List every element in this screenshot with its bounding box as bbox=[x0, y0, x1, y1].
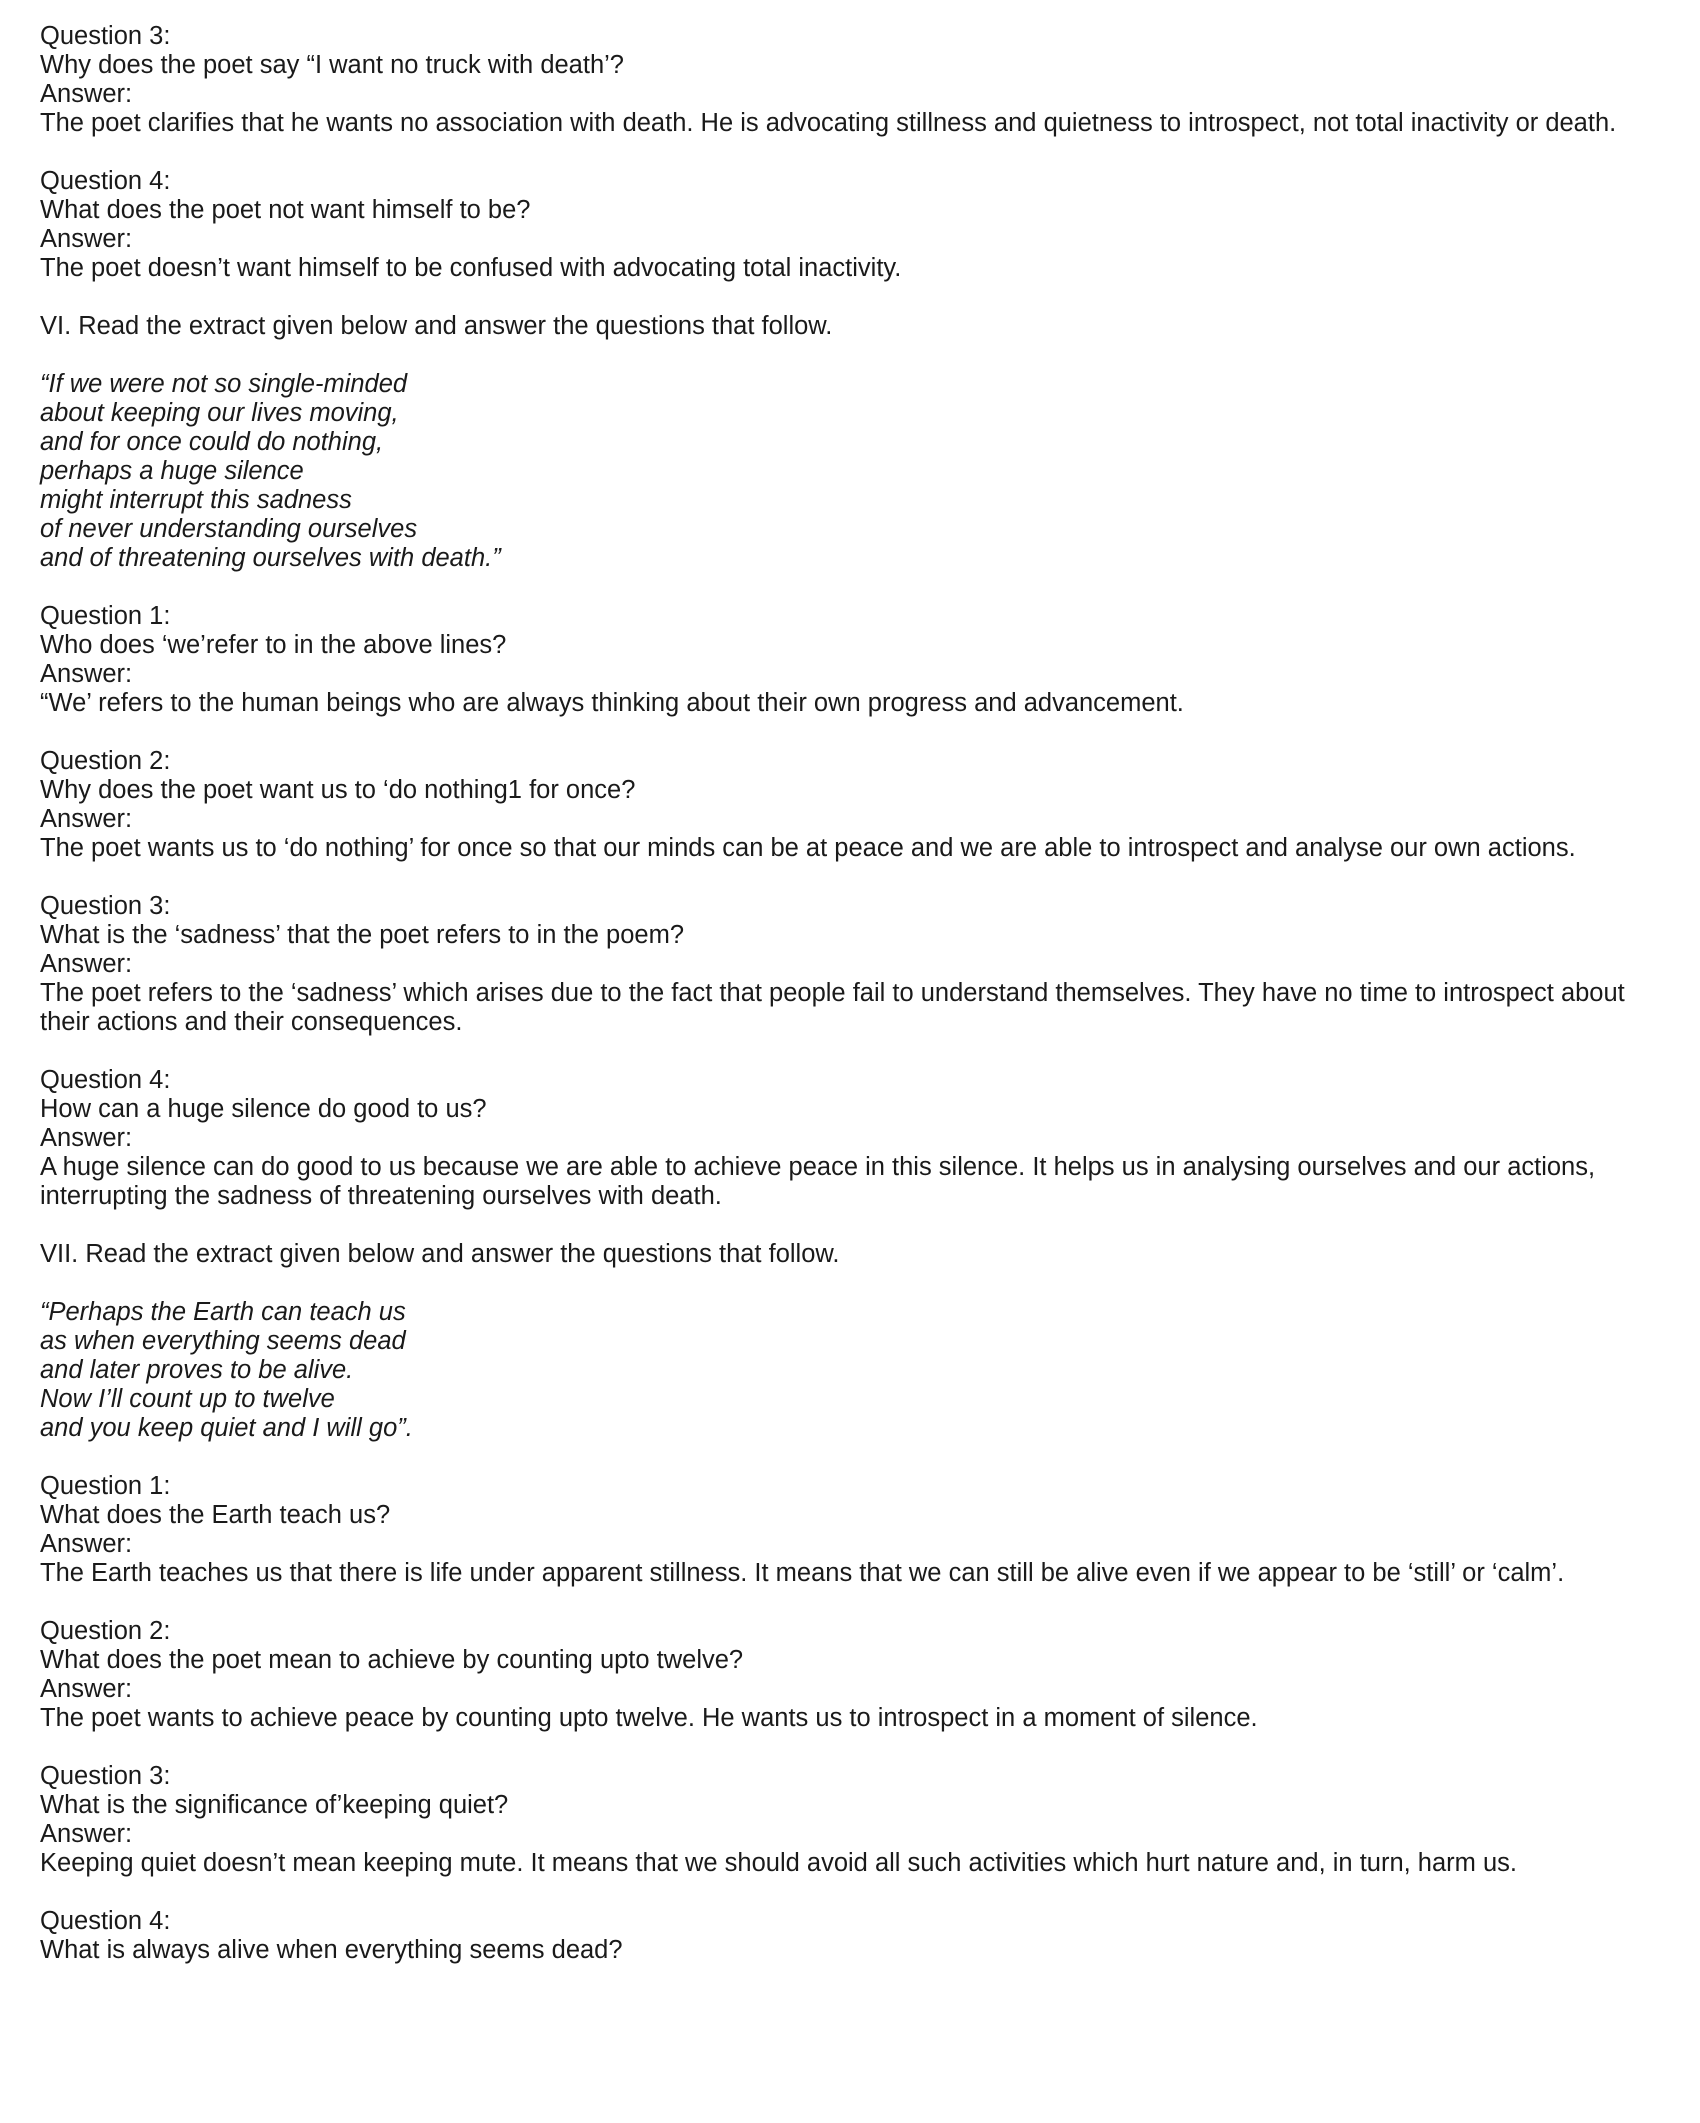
question-label: Question 1: bbox=[40, 1472, 171, 1500]
answer-text: The poet wants to achieve peace by counting upto twelve. He wants us to introspect in a moment of silence. bbox=[40, 1704, 1258, 1732]
section-heading-text: VI. Read the extract given below and answer the questions that follow. bbox=[40, 312, 833, 340]
poem-line: about keeping our lives moving, bbox=[40, 399, 399, 427]
qa-block bbox=[40, 1472, 1680, 1588]
question-text: How can a huge silence do good to us? bbox=[40, 1095, 487, 1123]
poem-extract bbox=[40, 370, 1680, 573]
section-heading-text: VII. Read the extract given below and answer the questions that follow. bbox=[40, 1240, 840, 1268]
question-text: Why does the poet say “I want no truck with death’? bbox=[40, 51, 624, 79]
poem-line: “If we were not so single-minded bbox=[40, 370, 408, 398]
question-text: Why does the poet want us to ‘do nothing1 for once? bbox=[40, 776, 636, 804]
answer-label: Answer: bbox=[40, 805, 133, 833]
poem-line: “Perhaps the Earth can teach us bbox=[40, 1298, 406, 1326]
question-text: What does the poet mean to achieve by counting upto twelve? bbox=[40, 1646, 744, 1674]
document-page bbox=[40, 22, 1680, 1994]
qa-block bbox=[40, 602, 1680, 718]
question-label: Question 4: bbox=[40, 167, 171, 195]
answer-text: The poet doesn’t want himself to be confused with advocating total inactivity. bbox=[40, 254, 902, 282]
poem-line: might interrupt this sadness bbox=[40, 486, 352, 514]
answer-label: Answer: bbox=[40, 1530, 133, 1558]
qa-block bbox=[40, 167, 1680, 283]
qa-block bbox=[40, 892, 1680, 1037]
poem-line: as when everything seems dead bbox=[40, 1327, 406, 1355]
answer-text: “We’ refers to the human beings who are always thinking about their own progress and advancement. bbox=[40, 689, 1184, 717]
qa-block bbox=[40, 1617, 1680, 1733]
answer-label: Answer: bbox=[40, 225, 133, 253]
question-label: Question 1: bbox=[40, 602, 171, 630]
answer-text: The poet refers to the ‘sadness’ which arises due to the fact that people fail to understand themselves. They have no time to introspect about their actions and their consequences. bbox=[40, 979, 1632, 1036]
question-text: What is the ‘sadness’ that the poet refers to in the poem? bbox=[40, 921, 684, 949]
answer-label: Answer: bbox=[40, 80, 133, 108]
answer-label: Answer: bbox=[40, 1675, 133, 1703]
qa-block bbox=[40, 22, 1680, 138]
qa-block bbox=[40, 1907, 1680, 1965]
answer-label: Answer: bbox=[40, 660, 133, 688]
question-label: Question 2: bbox=[40, 1617, 171, 1645]
question-label: Question 3: bbox=[40, 22, 171, 50]
question-text: What does the Earth teach us? bbox=[40, 1501, 391, 1529]
question-label: Question 4: bbox=[40, 1907, 171, 1935]
question-text: What is the significance of’keeping quiet? bbox=[40, 1791, 509, 1819]
question-text: What is always alive when everything seems dead? bbox=[40, 1936, 623, 1964]
qa-block bbox=[40, 747, 1680, 863]
answer-text: A huge silence can do good to us because we are able to achieve peace in this silence. It helps us in analysing ourselves and our actions, interrupting the sadness of threatening ourselves with death. bbox=[40, 1153, 1603, 1210]
question-label: Question 2: bbox=[40, 747, 171, 775]
poem-line: and of threatening ourselves with death.” bbox=[40, 544, 501, 572]
poem-line: and later proves to be alive. bbox=[40, 1356, 354, 1384]
qa-block bbox=[40, 1066, 1680, 1211]
answer-text: The poet wants us to ‘do nothing’ for once so that our minds can be at peace and we are able to introspect and analyse our own actions. bbox=[40, 834, 1576, 862]
question-label: Question 4: bbox=[40, 1066, 171, 1094]
answer-text: The poet clarifies that he wants no association with death. He is advocating stillness and quietness to introspect, not total inactivity or death. bbox=[40, 109, 1617, 137]
poem-extract bbox=[40, 1298, 1680, 1443]
answer-label: Answer: bbox=[40, 1820, 133, 1848]
poem-line: and for once could do nothing, bbox=[40, 428, 384, 456]
section-heading bbox=[40, 312, 1680, 341]
answer-text: The Earth teaches us that there is life under apparent stillness. It means that we can still be alive even if we appear to be ‘still’ or ‘calm’. bbox=[40, 1559, 1565, 1587]
question-label: Question 3: bbox=[40, 892, 171, 920]
answer-label: Answer: bbox=[40, 1124, 133, 1152]
poem-line: and you keep quiet and I will go”. bbox=[40, 1414, 413, 1442]
question-label: Question 3: bbox=[40, 1762, 171, 1790]
qa-block bbox=[40, 1762, 1680, 1878]
section-heading bbox=[40, 1240, 1680, 1269]
answer-text: Keeping quiet doesn’t mean keeping mute. It means that we should avoid all such activities which hurt nature and, in turn, harm us. bbox=[40, 1849, 1518, 1877]
poem-line: perhaps a huge silence bbox=[40, 457, 304, 485]
question-text: Who does ‘we’refer to in the above lines? bbox=[40, 631, 507, 659]
poem-line: Now I’ll count up to twelve bbox=[40, 1385, 335, 1413]
poem-line: of never understanding ourselves bbox=[40, 515, 418, 543]
answer-label: Answer: bbox=[40, 950, 133, 978]
question-text: What does the poet not want himself to be? bbox=[40, 196, 531, 224]
